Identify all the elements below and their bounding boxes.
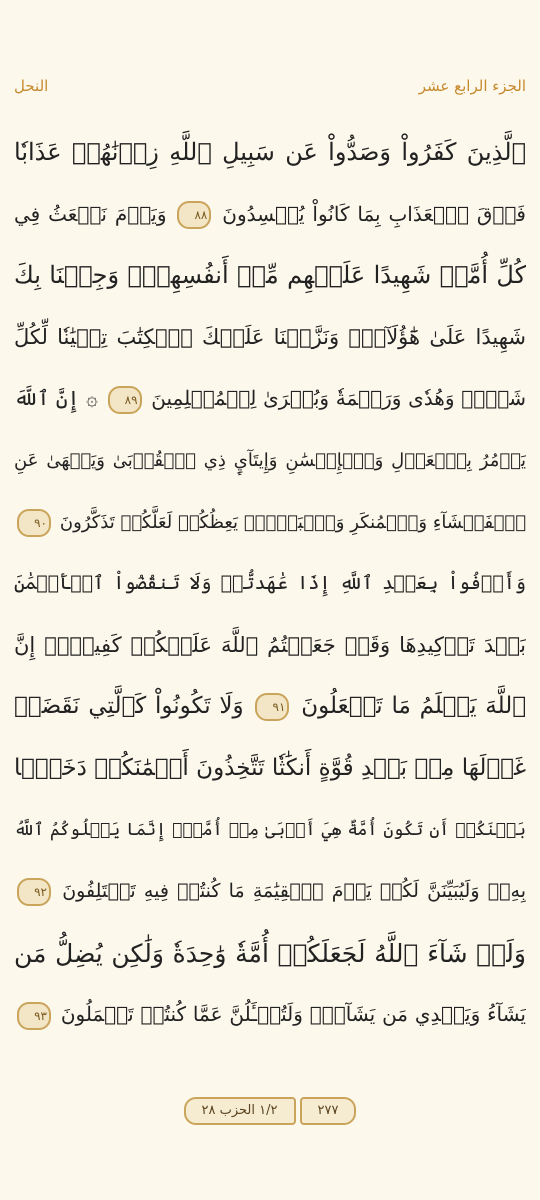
verse-line [14, 368, 526, 430]
verse-line [14, 245, 526, 307]
verse-text: ٱلۡفَحۡشَآءِ وَٱلۡمُنكَرِ وَٱلۡبَغۡيِۚ يَعِظُكُمۡ لَعَلَّكُمۡ تَذَكَّرُونَ [59, 511, 526, 533]
verse-text: ٱللَّهَ يَعۡلَمُ مَا تَفۡعَلُونَ [301, 693, 526, 720]
ayah-number-marker: ٩١ [255, 693, 289, 721]
verse-text: وَأَوۡفُواْ بِعَهۡدِ ٱللَّهِ إِذَا عَٰهَدتُّمۡ وَلَا تَنقُضُواْ ٱلۡأَيۡمَٰنَ [14, 572, 526, 595]
verse-text: شَهِيدًا عَلَىٰ هَٰٓؤُلَآءِۚ وَنَزَّلۡنَا عَلَيۡكَ ٱلۡكِتَٰبَ تِبۡيَٰنٗا لِّكُلِّ [14, 324, 526, 349]
surah-name: النحل [14, 77, 49, 95]
verse-line [14, 923, 526, 985]
verse-text: غَزۡلَهَا مِنۢ بَعۡدِ قُوَّةٍ أَنكَٰثٗا تَتَّخِذُونَ أَيۡمَٰنَكُمۡ دَخَلَۢا [14, 754, 526, 781]
ayah-number-marker: ٩٠ [17, 509, 51, 537]
ayah-number-marker: ٩٢ [17, 878, 51, 906]
hizb-label: ١/٢ الحزب ٢٨ [184, 1097, 296, 1125]
verse-text: بَعۡدَ تَوۡكِيدِهَا وَقَدۡ جَعَلۡتُمُ ٱللَّهَ عَلَيۡكُمۡ كَفِيلًاۚ إِنَّ [14, 632, 526, 657]
verse-text: فَوۡقَ ٱلۡعَذَابِ بِمَا كَانُواْ يُفۡسِدُونَ [222, 201, 526, 226]
juz-label: الجزء الرابع عشر [418, 77, 526, 95]
verse-text: يَأۡمُرُ بِٱلۡعَدۡلِ وَٱلۡإِحۡسَٰنِ وَإِيتَآيِٕ ذِي ٱلۡقُرۡبَىٰ وَيَنۡهَىٰ عَنِ [14, 449, 526, 471]
verse-text: ٱلَّذِينَ كَفَرُواْ وَصَدُّواْ عَن سَبِيلِ ٱللَّهِ زِدۡنَٰهُمۡ عَذَابٗا [14, 138, 526, 166]
verse-line [14, 307, 526, 369]
verse-line [14, 615, 526, 677]
verse-text: وَيَوۡمَ نَبۡعَثُ فِي [14, 201, 167, 226]
verse-line [14, 184, 526, 246]
verse-text: بَيۡنَكُمۡ أَن تَكُونَ أُمَّةٌ هِيَ أَرۡبَىٰ مِنۡ أُمَّةٍۚ إِنَّمَا يَبۡلُوكُمُ ٱللَّهُ [14, 819, 526, 840]
ayah-number-marker: ٩٣ [17, 1002, 51, 1030]
verse-line [14, 430, 526, 492]
verse-text: وَلَوۡ شَآءَ ٱللَّهُ لَجَعَلَكُمۡ أُمَّةٗ وَٰحِدَةٗ وَلَٰكِن يُضِلُّ مَن [14, 938, 526, 968]
verse-line [14, 553, 526, 615]
verse-text: ۞ إِنَّ ٱللَّهَ [14, 386, 98, 411]
verse-line [14, 861, 526, 923]
verse-line [14, 800, 526, 862]
page-footer [0, 1097, 540, 1125]
page-header [14, 72, 526, 100]
verse-text: شَيۡءٖ وَهُدٗى وَرَحۡمَةٗ وَبُشۡرَىٰ لِلۡمُسۡلِمِينَ [151, 386, 526, 411]
quran-text [14, 122, 526, 1046]
verse-line [14, 738, 526, 800]
ayah-number-marker: ٨٩ [108, 386, 142, 414]
verse-line [14, 676, 526, 738]
verse-text: بِهِۦۚ وَلَيُبَيِّنَنَّ لَكُمۡ يَوۡمَ ٱلۡقِيَٰمَةِ مَا كُنتُمۡ فِيهِ تَخۡتَلِفُونَ [62, 880, 526, 903]
verse-line [14, 492, 526, 554]
ayah-number-marker: ٨٨ [177, 201, 211, 229]
verse-text: وَلَا تَكُونُواْ كَٱلَّتِي نَقَضَتۡ [14, 693, 244, 720]
page-number: ٢٧٧ [300, 1097, 357, 1125]
verse-text: يَشَآءُ وَيَهۡدِي مَن يَشَآءُۚ وَلَتُسۡـَٔلُنَّ عَمَّا كُنتُمۡ تَعۡمَلُونَ [60, 1002, 526, 1027]
verse-text: كُلِّ أُمَّةٖ شَهِيدًا عَلَيۡهِم مِّنۡ أَنفُسِهِمۡۖ وَجِئۡنَا بِكَ [14, 261, 526, 290]
verse-line [14, 122, 526, 184]
verse-line [14, 984, 526, 1046]
